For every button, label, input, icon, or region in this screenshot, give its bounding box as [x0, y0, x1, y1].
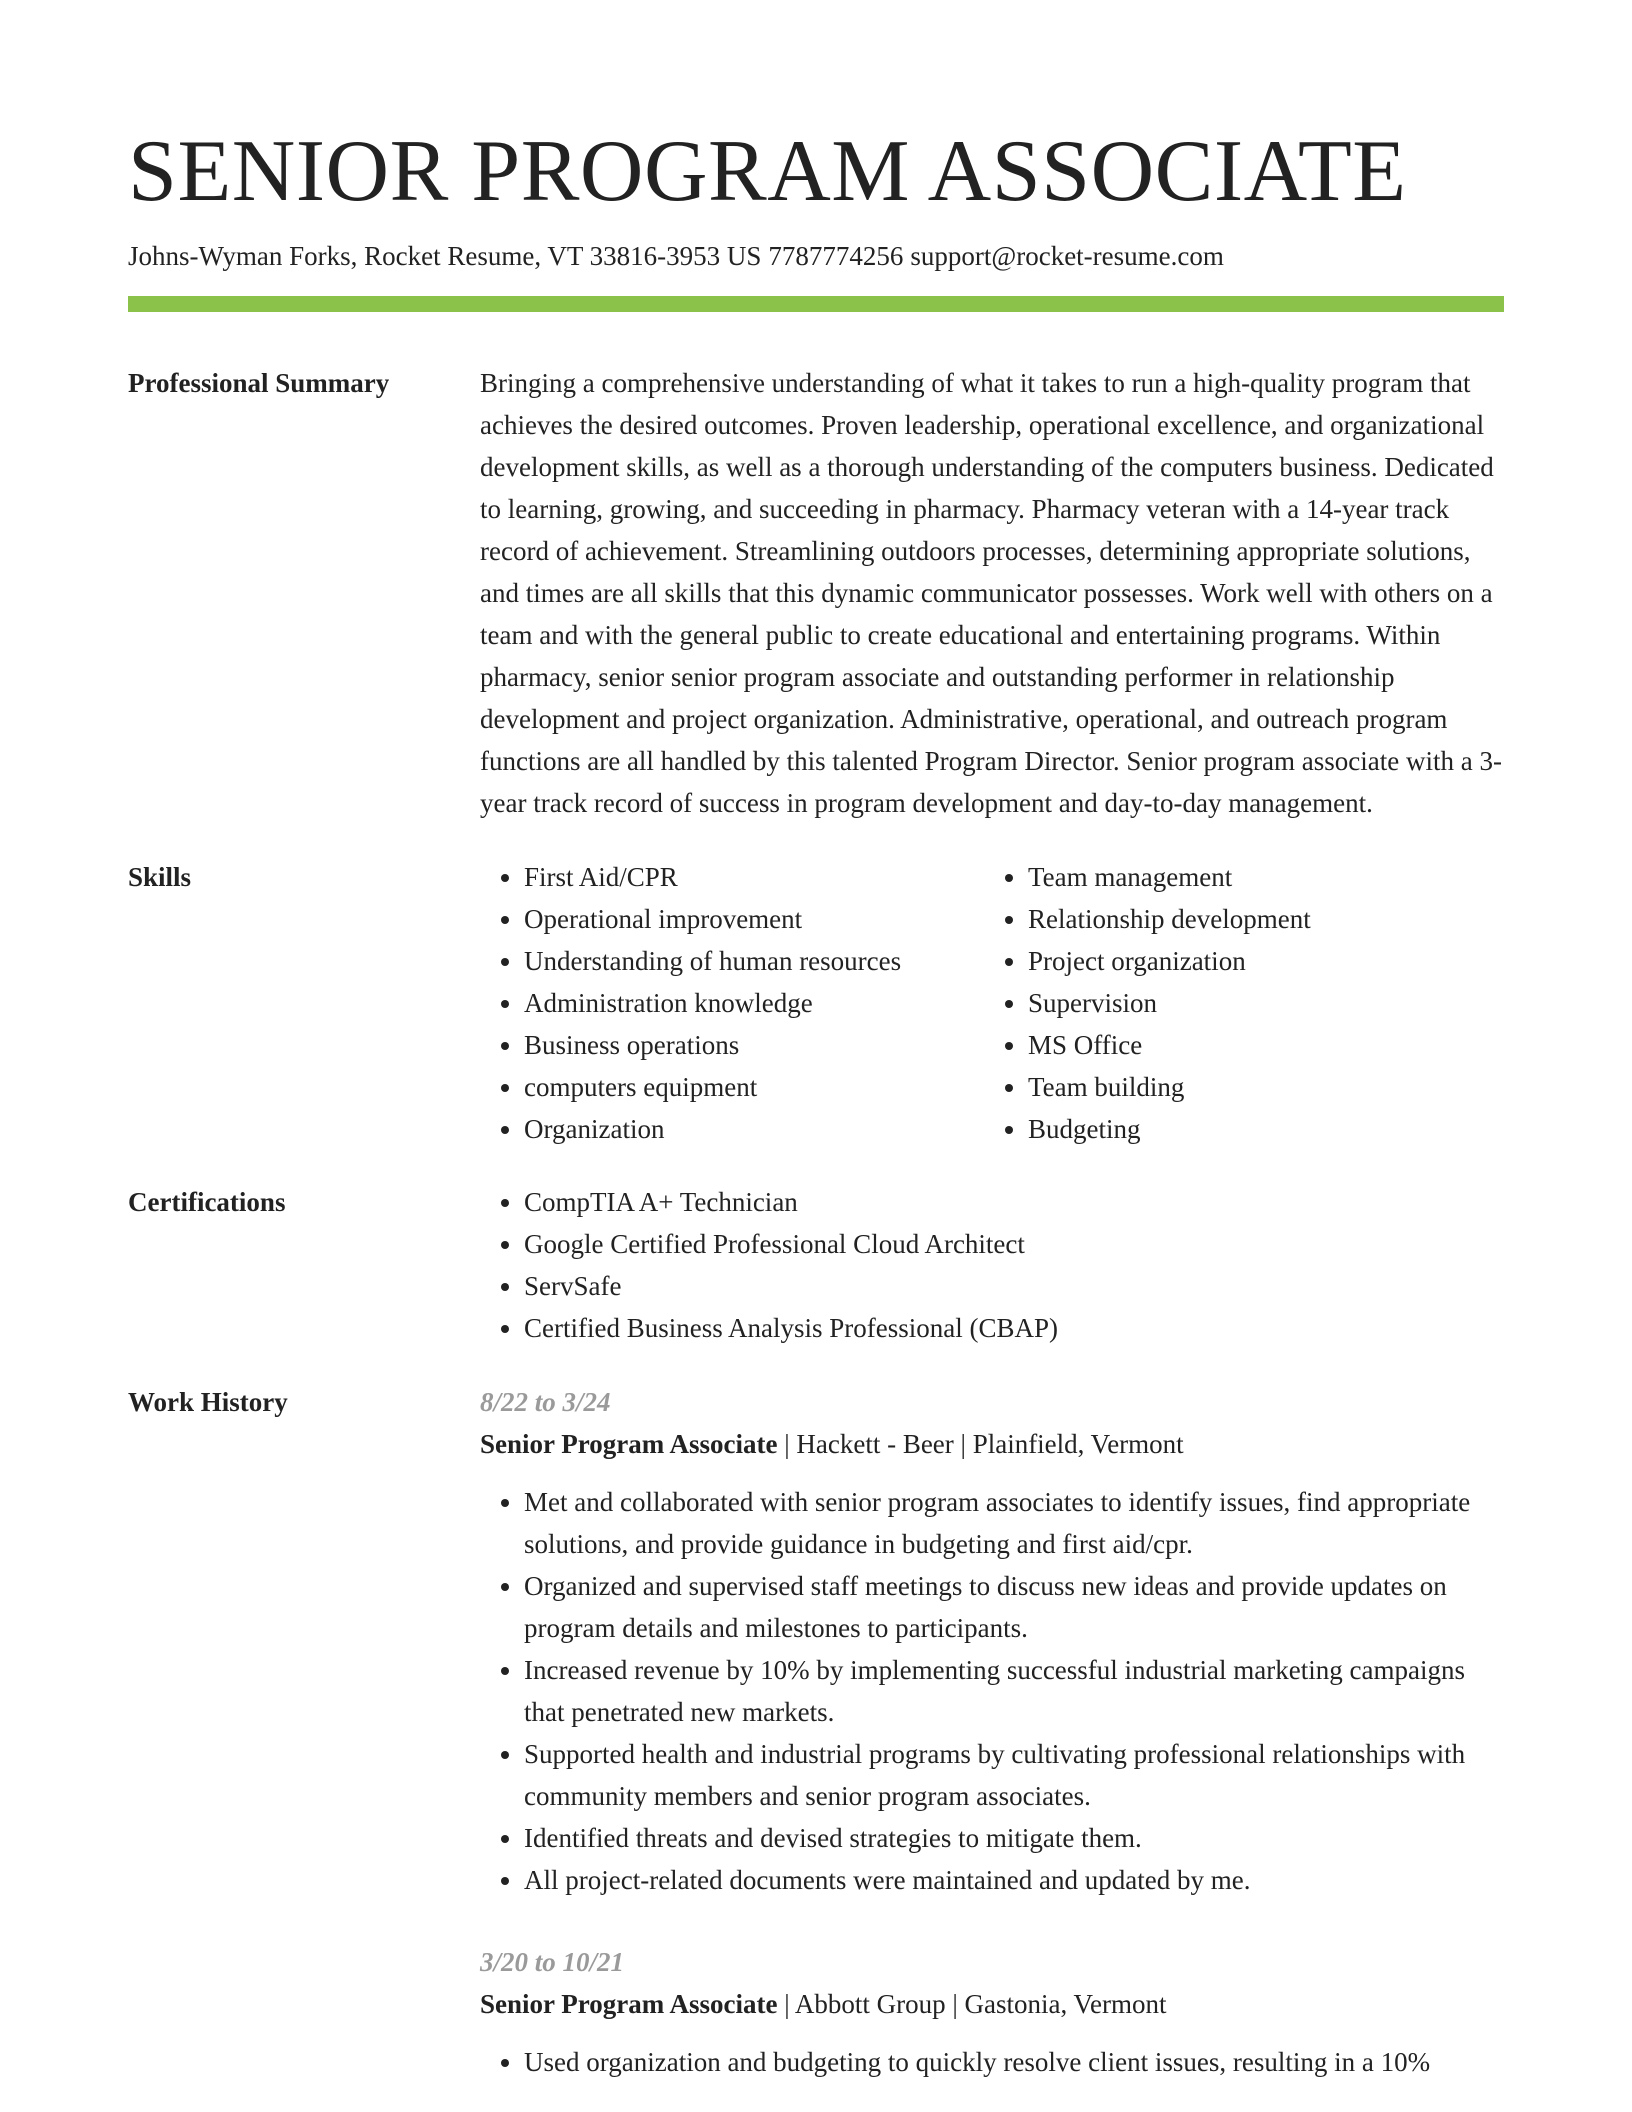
skill-item: • Supervision: [1028, 982, 1311, 1024]
section-body: [480, 362, 1504, 824]
contact-phone: 7787774256: [768, 241, 904, 271]
contact-email: support@rocket-resume.com: [910, 241, 1224, 271]
job-bullet: • Identified threats and devised strategies to mitigate them.: [524, 1817, 1504, 1859]
summary-text: Bringing a comprehensive understanding of what it takes to run a high-quality program that achieves the desired outcomes. Proven leadership, operational excellence, and organizational development skills, as well as a thorough understanding of the computers business. Dedicated to learning, growing, and succeeding in pharmacy. Pharmacy veteran with a 14-year track record of achievement. Streamlining outdoors processes, determining appropriate solutions, and times are all skills that this dynamic communicator possesses. Work well with others on a team and with the general public to create educational and entertaining programs. Within pharmacy, senior senior program associate and outstanding performer in relationship development and project organization. Administrative, operational, and outreach program functions are all handled by this talented Program Director. Senior program associate with a 3-year track record of success in program development and day-to-day management.: [480, 368, 1502, 818]
section-heading: Skills: [128, 862, 192, 892]
skill-item: • Business operations: [524, 1024, 984, 1066]
section-heading: Work History: [128, 1387, 288, 1417]
skills-list-left: [480, 856, 984, 1150]
job-title-line: [480, 1423, 1504, 1465]
skill-item: • Team management: [1028, 856, 1311, 898]
skill-item: • Operational improvement: [524, 898, 984, 940]
skill-item: • MS Office: [1028, 1024, 1311, 1066]
skills-columns: [480, 856, 1504, 1150]
certifications-section: [128, 1181, 1504, 1349]
section-heading: Certifications: [128, 1187, 286, 1217]
certification-item: • Google Certified Professional Cloud Architect: [524, 1223, 1504, 1265]
skill-item: • Budgeting: [1028, 1108, 1311, 1150]
section-heading: Professional Summary: [128, 368, 390, 398]
skill-item: • Understanding of human resources: [524, 940, 984, 982]
contact-address: Johns-Wyman Forks, Rocket Resume, VT 33816-3953 US: [128, 241, 762, 271]
work-history-section: [128, 1381, 1504, 2083]
contact-line: [128, 240, 1504, 272]
job-bullets: [480, 1481, 1504, 1901]
job-bullet: • Organized and supervised staff meetings to discuss new ideas and provide updates on program details and milestones to participants.: [524, 1565, 1504, 1649]
candidate-name: SENIOR PROGRAM ASSOCIATE: [128, 123, 1407, 220]
job-entry: [480, 1381, 1504, 1901]
job-employer-location: | Hackett - Beer | Plainfield, Vermont: [777, 1429, 1184, 1459]
skill-item: • Relationship development: [1028, 898, 1311, 940]
job-role: Senior Program Associate: [480, 1429, 778, 1459]
summary-section: [128, 362, 1504, 824]
job-dates: 8/22 to 3/24: [480, 1387, 611, 1417]
job-bullet: • Used organization and budgeting to quickly resolve client issues, resulting in a 10%: [524, 2041, 1504, 2083]
skill-item: • Organization: [524, 1108, 984, 1150]
header-divider: [128, 296, 1504, 312]
skill-item: • Project organization: [1028, 940, 1311, 982]
skill-item: • First Aid/CPR: [524, 856, 984, 898]
job-bullet: • All project-related documents were maintained and updated by me.: [524, 1859, 1504, 1901]
certification-item: • Certified Business Analysis Professional (CBAP): [524, 1307, 1504, 1349]
job-bullet: • Increased revenue by 10% by implementing successful industrial marketing campaigns that penetrated new markets.: [524, 1649, 1504, 1733]
section-body: [480, 1181, 1504, 1349]
job-bullet: • Supported health and industrial programs by cultivating professional relationships with community members and senior program associates.: [524, 1733, 1504, 1817]
section-body: [480, 1381, 1504, 2083]
job-role: Senior Program Associate: [480, 1989, 778, 2019]
job-bullet: • Met and collaborated with senior program associates to identify issues, find appropriate solutions, and provide guidance in budgeting and first aid/cpr.: [524, 1481, 1504, 1565]
skill-item: • computers equipment: [524, 1066, 984, 1108]
job-title-line: [480, 1983, 1504, 2025]
job-employer-location: | Abbott Group | Gastonia, Vermont: [777, 1989, 1167, 2019]
certification-item: • CompTIA A+ Technician: [524, 1181, 1504, 1223]
skills-list-right: [984, 856, 1311, 1150]
certification-item: • ServSafe: [524, 1265, 1504, 1307]
job-bullets: [480, 2041, 1504, 2083]
job-dates: 3/20 to 10/21: [480, 1947, 625, 1977]
skill-item: • Team building: [1028, 1066, 1311, 1108]
skill-item: • Administration knowledge: [524, 982, 984, 1024]
certifications-list: [480, 1181, 1504, 1349]
skills-section: [128, 856, 1504, 1150]
job-entry: [480, 1941, 1504, 2083]
